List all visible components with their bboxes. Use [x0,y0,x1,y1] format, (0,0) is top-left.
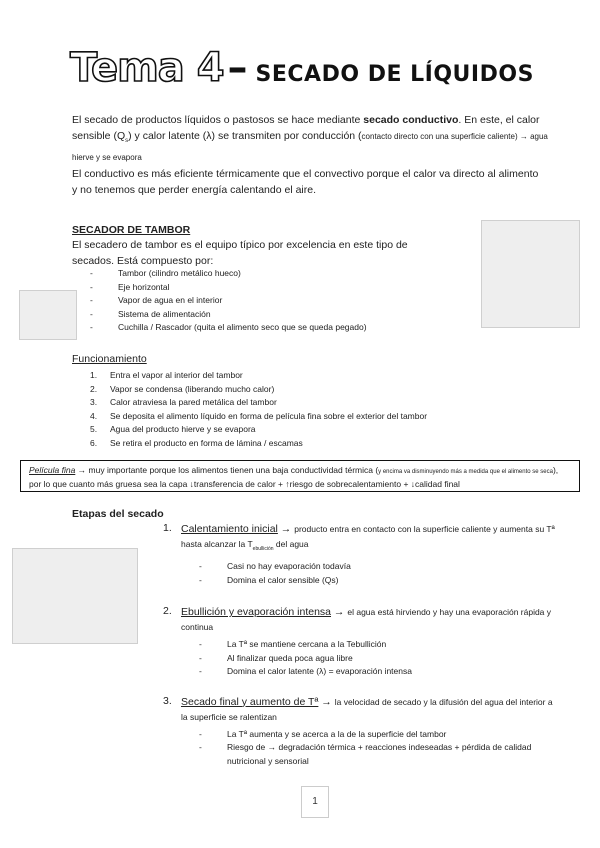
dash-bullet: - [199,666,202,677]
stage-bullet-item [199,652,558,666]
function-heading: Funcionamiento [72,353,147,365]
drum-part-item [90,308,480,322]
stage-bullet-label: La Tª aumenta y se acerca a la de la superficie del tambor [227,728,447,739]
step-label: Vapor se condensa (liberando mucho calor) [110,383,275,394]
stage-title: Ebullición y evaporación intensa [181,606,332,619]
arrow-icon: → [277,523,295,535]
step-number: 1. [90,370,98,380]
function-steps-list [90,369,550,450]
intro-text-1: El secado de productos líquidos o pastosos se hace mediante [72,114,364,126]
stages-list [163,522,558,768]
stages-heading: Etapas del secado [72,508,164,520]
dash-bullet: - [90,308,93,319]
drum-image-right [481,220,580,328]
stage-bullet-item [199,638,558,652]
stage-title-line [181,605,558,635]
stage-description-end: del agua [273,539,309,549]
step-number: 2. [90,383,98,394]
stage-bullet-label: Domina el calor sensible (Qs) [227,574,339,585]
step-label: Agua del producto hierve y se evapora [110,424,256,434]
intro-text-2: . En este, el calor sensible (Q [72,114,540,142]
title-subtitle: SECADO DE LÍQUIDOS [255,62,534,87]
stage-title: Secado final y aumento de Tª [181,695,319,708]
note-small: y encima va disminuyendo más a medida que el alimento se seca [378,469,553,475]
stage-bullet-item [199,560,558,574]
drum-image-left [19,290,77,340]
dash-bullet: - [90,268,93,278]
drum-part-item [90,267,480,281]
intro-paragraph [72,112,552,166]
step-label: Entra el vapor al interior del tambor [110,370,243,380]
drum-part-label: Vapor de agua en el interior [118,295,223,305]
page-title [70,45,590,97]
intro-bold: secado conductivo [363,114,459,126]
stage-title-line [181,522,558,557]
dash-bullet: - [199,574,202,585]
title-main: Tema 4 [70,45,224,91]
stage-description: la velocidad de secado y la difusión del agua del interior a la superficie se ralentizan [181,696,553,722]
step-label: Se deposita el alimento líquido en forma de película fina sobre el exterior del tambor [110,410,428,421]
dash-bullet: - [90,281,93,292]
dash-bullet: - [199,561,202,572]
drum-heading: SECADOR DE TAMBOR [72,224,191,236]
stages-image [12,548,138,644]
note-line2: ), por lo que cuanto más gruesa sea la capa ↓transferencia de calor + ↑riesgo de sobrecalentamiento + ↓calidad final [29,465,559,489]
drum-part-label: Sistema de alimentación [118,308,211,319]
stage-number: 3. [163,694,172,707]
stage-bullet-item [199,665,558,679]
page-number: 1 [301,786,329,818]
drum-part-item [90,294,480,308]
step-number: 3. [90,397,98,407]
drum-part-label: Cuchilla / Rascador (quita el alimento seco que se queda pegado) [118,322,367,332]
stage-bullet-item [199,728,558,742]
step-label: Calor atraviesa la pared metálica del tambor [110,397,277,407]
conductive-paragraph: El conductivo es más eficiente térmicamente que el convectivo porque el calor va directo al alimento y no tenemos que perder energía calentando el aire. [72,168,539,196]
drum-parts-list [90,267,480,335]
intro-text-3: ) y calor latente (λ) se transmiten por conducción ( [128,130,362,142]
step-label: Se retira el producto en forma de lámina / escamas [110,437,303,448]
stage-bullet-label: Riesgo de → degradación térmica + reacciones indeseadas + pérdida de calidad nutricional y sensorial [227,742,532,766]
stage-block [163,695,558,769]
stage-bullet-label: Domina el calor latente (λ) = evaporación intensa [227,666,412,677]
function-step-item [90,423,550,437]
stage-subscript: ebullición [252,546,274,553]
function-step-item [90,369,550,383]
stage-bullet-label: Casi no hay evaporación todavía [227,561,351,572]
drum-description: El secadero de tambor es el equipo típico por excelencia en este tipo de secados. Está compuesto por: [72,239,408,267]
stage-bullet-item [199,574,558,588]
function-step-item [90,410,550,424]
title-dash: – [227,45,248,91]
dash-bullet: - [199,652,202,663]
dash-bullet: - [199,728,202,739]
stage-bullet-label: Al finalizar queda poca agua libre [227,652,353,663]
note-box [20,460,580,492]
drum-part-label: Eje horizontal [118,281,170,292]
drum-part-item [90,281,480,295]
function-step-item [90,437,550,451]
drum-part-item [90,321,480,335]
function-step-item [90,383,550,397]
stage-description: el agua está hirviendo y hay una evaporación rápida y continua [181,607,552,633]
stage-description: producto entra en contacto con la superficie caliente y aumenta su Tª hasta alcanzar la T [181,524,555,549]
dash-bullet: - [199,639,202,650]
stage-bullet-label: La Tª se mantiene cercana a la Tebullición [227,639,387,650]
note-term: Película fina [29,465,76,475]
stage-number: 1. [163,522,172,534]
stage-block [163,522,558,587]
note-text [29,464,571,490]
note-line1: → muy importante porque los alimentos tienen una baja conductividad térmica ( [75,465,379,475]
step-number: 5. [90,424,98,434]
stage-title-line [181,695,558,725]
stage-bullet-item [199,741,558,768]
step-number: 6. [90,437,98,448]
intro-small: contacto directo con una superficie caliente) → agua hierve y se evapora [72,132,548,163]
dash-bullet: - [199,742,202,753]
dash-bullet: - [90,295,93,305]
dash-bullet: - [90,322,93,332]
function-step-item [90,396,550,410]
drum-part-label: Tambor (cilindro metálico hueco) [118,268,241,278]
stage-title: Calentamiento inicial [181,523,278,535]
arrow-icon: → [331,606,348,619]
intro-sub-s: s [125,138,129,145]
stage-number: 2. [163,605,172,618]
stage-block [163,605,558,679]
step-number: 4. [90,410,98,421]
arrow-icon: → [318,695,335,708]
